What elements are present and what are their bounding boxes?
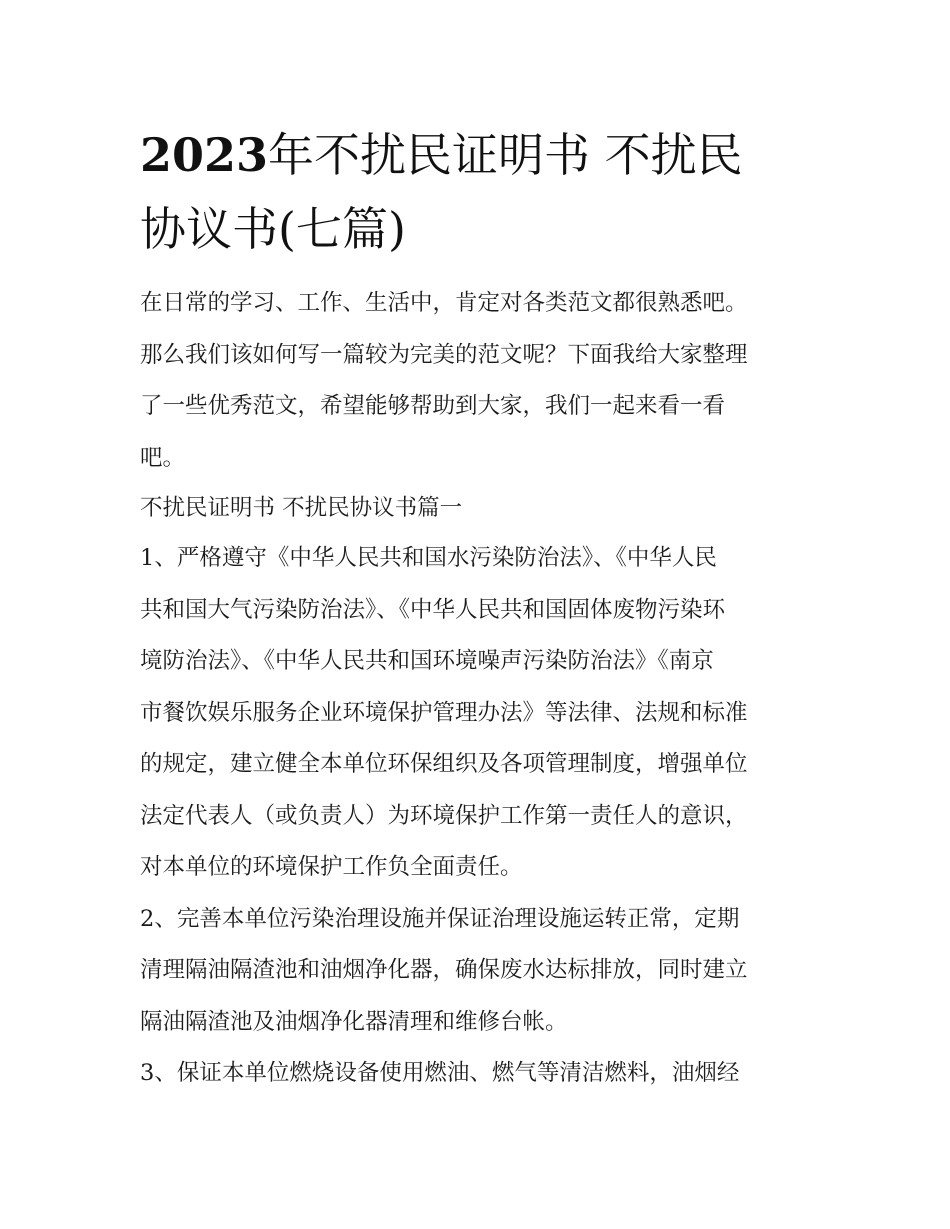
item-2-line: 清理隔油隔渣池和油烟净化器，确保废水达标排放，同时建立 [140,957,748,983]
document-body [140,278,830,1100]
item-1-line: 的规定，建立健全本单位环保组织及各项管理制度，增强单位 [140,751,748,777]
intro-line: 在日常的学习、工作、生活中，肯定对各类范文都很熟悉吧。 [140,290,748,316]
title-line-1 [140,118,820,192]
title-line-2: 协议书(七篇) [140,202,406,256]
intro-line: 吧。 [140,444,186,471]
item-2-line: 隔油隔渣池及油烟净化器清理和维修台帐。 [140,1008,568,1035]
item-1-line: 共和国大气污染防治法》、《中华人民共和国固体废物污染环 [140,596,726,623]
intro-line: 了一些优秀范文，希望能够帮助到大家，我们一起来看一看 [140,393,726,419]
title-year: 2023 [140,128,269,182]
item-1-line: 法定代表人（或负责人）为环境保护工作第一责任人的意识， [140,802,748,829]
intro-line: 那么我们该如何写一篇较为完美的范文呢？下面我给大家整理 [140,341,748,368]
item-2-line: 2、完善本单位污染治理设施并保证治理设施运转正常，定期 [140,905,740,932]
section-heading-text: 不扰民证明书 不扰民协议书篇一 [140,495,463,521]
title-line-1-rest: 年不扰民证明书 不扰民 [268,128,743,182]
document-title [140,118,820,266]
section-heading [140,484,830,533]
item-3-line: 3、保证本单位燃烧设备使用燃油、燃气等清洁燃料，油烟经 [140,1060,740,1086]
item-1-paragraph [140,533,830,894]
item-1-line: 市餐饮娱乐服务企业环境保护管理办法》等法律、法规和标准 [140,699,748,726]
item-3-paragraph [140,1048,830,1100]
item-1-line: 境防治法》、《中华人民共和国环境噪声污染防治法》《南京 [140,648,714,674]
item-1-line: 对本单位的环境保护工作负全面责任。 [140,854,523,880]
item-1-line: 1、严格遵守《中华人民共和国水污染防治法》、《中华人民 [140,545,717,571]
item-2-paragraph [140,894,830,1049]
intro-paragraph [140,278,830,484]
